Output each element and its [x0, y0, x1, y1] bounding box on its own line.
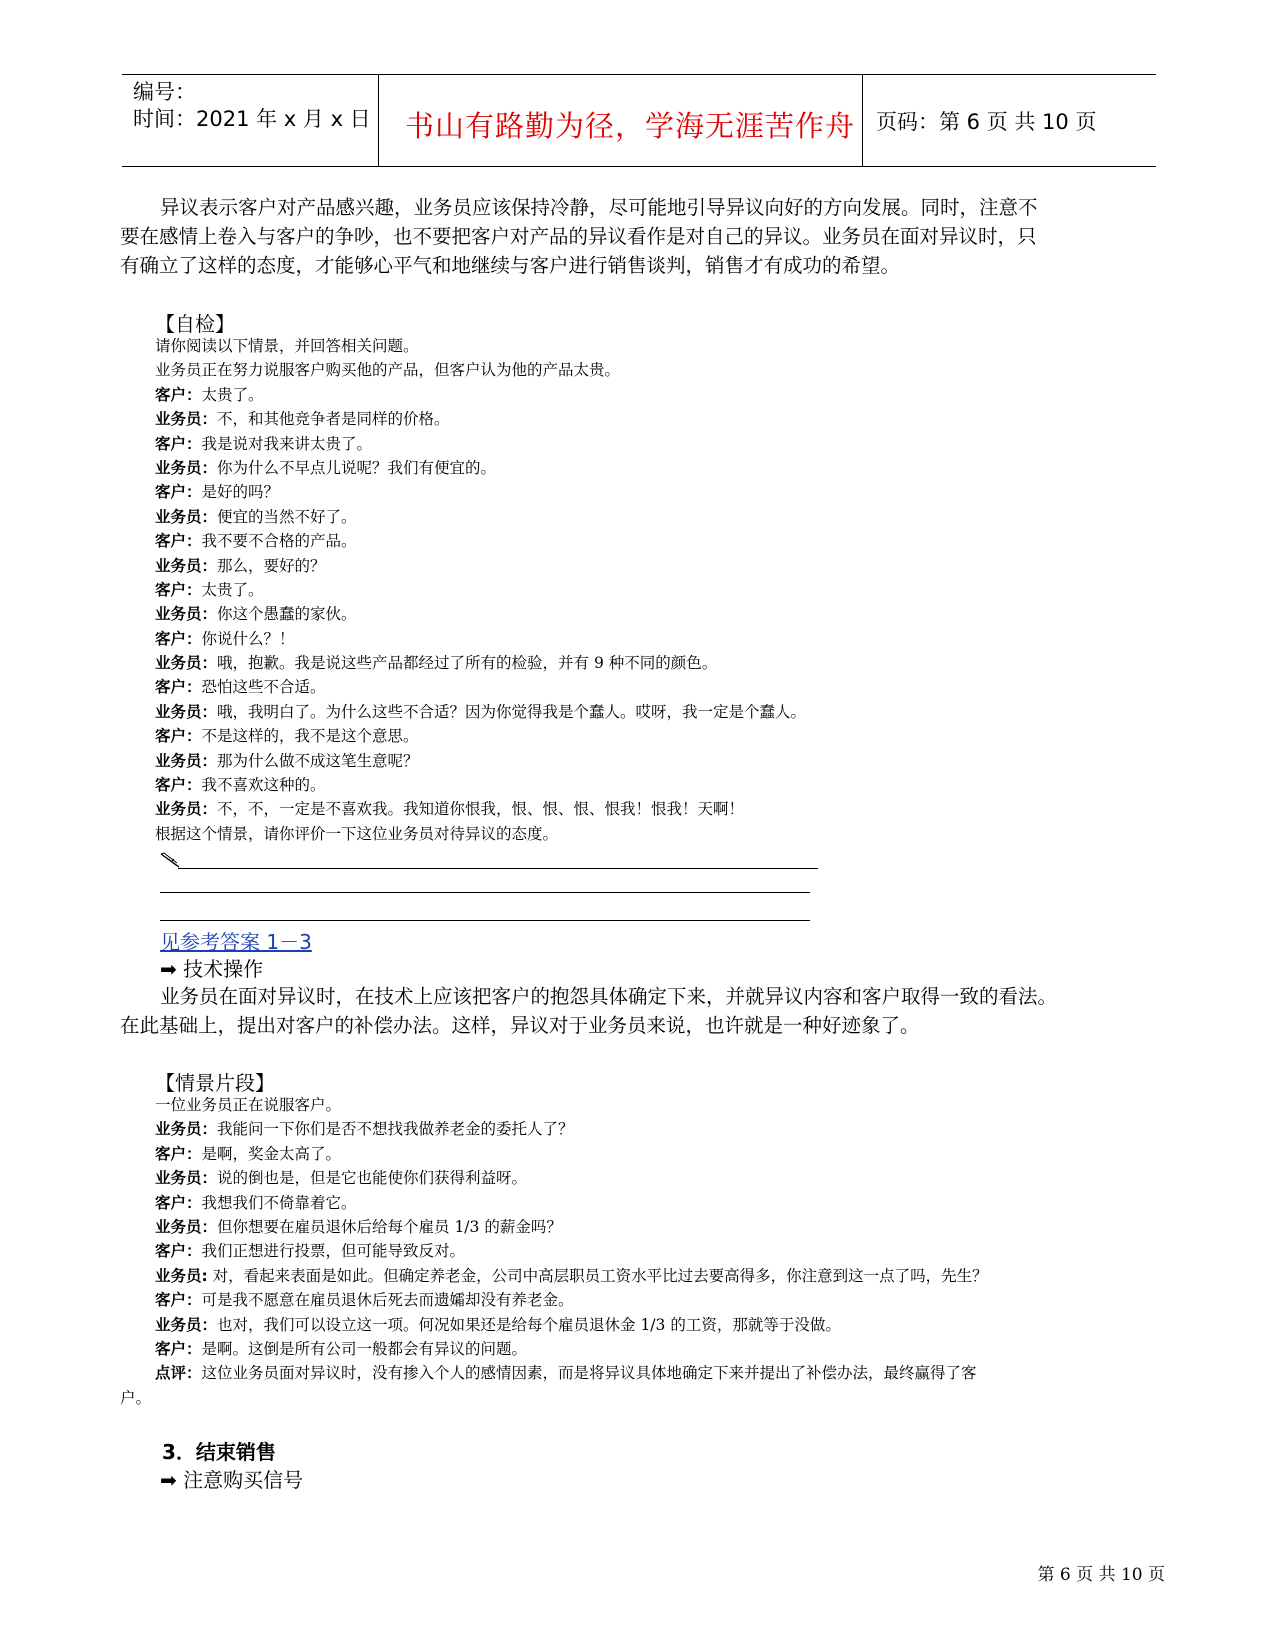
dialogue-line	[155, 554, 1155, 578]
self-check-intro-1: 请你阅读以下情景，并回答相关问题。	[155, 337, 419, 355]
dialogue-line	[155, 651, 1155, 675]
dialogue-text: 我们正想进行投票，但可能导致反对。	[201, 1242, 466, 1261]
dialogue-text: 我想我们不倚靠着它。	[201, 1193, 357, 1212]
speaker-label: 客户：	[155, 629, 202, 648]
dialogue-line	[155, 529, 1155, 553]
dialogue-line	[155, 505, 1155, 529]
comment-text: 这位业务员面对异议时，没有掺入个人的感情因素，而是将异议具体地确定下来并提出了补偿办法，最终赢得了客	[201, 1364, 977, 1383]
dialogue-text: 那为什么做不成这笔生意呢？	[217, 751, 419, 770]
scenario-comment-line-2: 户。	[120, 1389, 152, 1407]
answer-line-2[interactable]	[160, 892, 810, 893]
dialogue-line	[155, 1288, 1165, 1312]
dialogue-line	[155, 1313, 1165, 1337]
technique-line-2: 在此基础上，提出对客户的补偿办法。这样，异议对于业务员来说，也许就是一种好迹象了。	[120, 1014, 920, 1037]
dialogue-line	[155, 749, 1155, 773]
dialogue-text: 但你想要在雇员退休后给每个雇员 1/3 的薪金吗？	[217, 1217, 562, 1236]
pen-icon	[160, 852, 180, 872]
header-time-label: 时间：2021 年 x 月 x 日	[133, 107, 371, 131]
speaker-label: 业务员：	[155, 605, 218, 624]
scenario-heading: 【情景片段】	[155, 1071, 275, 1095]
dialogue-text: 说的倒也是，但是它也能使你们获得利益呀。	[217, 1169, 528, 1188]
intro-line-1: 异议表示客户对产品感兴趣，业务员应该保持冷静，尽可能地引导异议向好的方向发展。同时，注意不	[160, 196, 1038, 219]
self-check-intro-2: 业务员正在努力说服客户购买他的产品，但客户认为他的产品太贵。	[155, 361, 621, 380]
dialogue-text: 可是我不愿意在雇员退休后死去而遗孀却没有养老金。	[201, 1291, 574, 1310]
dialogue-text: 太贵了。	[201, 385, 264, 404]
speaker-label: 客户：	[155, 1339, 202, 1358]
header-bottom-rule	[122, 166, 1156, 167]
dialogue-line	[155, 700, 1155, 724]
intro-paragraph	[120, 193, 1160, 280]
dialogue-text: 是啊，奖金太高了。	[201, 1144, 342, 1163]
closing-subheading: 注意购买信号	[183, 1468, 304, 1492]
speaker-label: 业务员：	[155, 556, 218, 575]
dialogue-text: 对，看起来表面是如此。但确定养老金，公司中高层职员工资水平比过去要高得多，你注意到这一点了吗，先生？	[207, 1266, 988, 1285]
dialogue-text: 我是说对我来讲太贵了。	[201, 434, 373, 453]
speaker-label: 客户：	[155, 1193, 202, 1212]
header-divider-left	[378, 75, 379, 167]
answer-reference-link[interactable]: 见参考答案 1－3	[160, 930, 312, 954]
dialogue-text: 哦，我明白了。为什么这些不合适？因为你觉得我是个蠢人。哎呀，我一定是个蠢人。	[217, 702, 807, 721]
header-divider-right	[862, 75, 863, 167]
header-motto: 书山有路勤为径，学海无涯苦作舟	[405, 109, 856, 143]
dialogue-text: 不，不，一定是不喜欢我。我知道你恨我，恨、恨、恨、恨我！恨我！天啊！	[217, 800, 745, 819]
dialogue-text: 便宜的当然不好了。	[217, 507, 357, 526]
dialogue-line	[155, 407, 1155, 431]
speaker-label: 业务员：	[155, 1217, 218, 1236]
dialogue-line	[155, 797, 1155, 821]
technique-heading-row	[160, 953, 263, 982]
speaker-label: 客户：	[155, 1242, 202, 1261]
self-check-dialogue	[155, 334, 1155, 846]
dialogue-text: 是啊。这倒是所有公司一般都会有异议的问题。	[201, 1339, 528, 1358]
dialogue-text: 你这个愚蠢的家伙。	[217, 605, 357, 624]
dialogue-text: 哦，抱歉。我是说这些产品都经过了所有的检验，并有 9 种不同的颜色。	[217, 654, 718, 673]
speaker-label: 业务员：	[155, 1169, 218, 1188]
header-number-label: 编号：	[133, 80, 196, 104]
scenario-intro: 一位业务员正在说服客户。	[155, 1096, 342, 1114]
dialogue-line	[155, 1215, 1165, 1239]
answer-line-1[interactable]	[178, 868, 818, 869]
scenario-comment	[155, 1361, 1165, 1385]
dialogue-text: 我能问一下你们是否不想找我做养老金的委托人了？	[217, 1120, 574, 1139]
dialogue-line	[155, 627, 1155, 651]
dialogue-text: 不，和其他竞争者是同样的价格。	[217, 410, 450, 429]
technique-line-1: 业务员在面对异议时，在技术上应该把客户的抱怨具体确定下来，并就异议内容和客户取得一致的看法。	[160, 985, 1058, 1008]
dialogue-line	[155, 1142, 1165, 1166]
dialogue-line	[155, 432, 1155, 456]
dialogue-text: 是好的吗？	[201, 483, 280, 502]
dialogue-text: 恐怕这些不合适。	[201, 678, 326, 697]
technique-heading: 技术操作	[183, 957, 264, 981]
speaker-label: 客户：	[155, 434, 202, 453]
intro-line-3: 有确立了这样的态度，才能够心平气和地继续与客户进行销售谈判，销售才有成功的希望。	[120, 254, 901, 277]
speaker-label: 业务员：	[155, 1315, 218, 1334]
intro-line-2: 要在感情上卷入与客户的争吵，也不要把客户对产品的异议看作是对自己的异议。业务员在面对异议时，只	[120, 225, 1037, 248]
speaker-label: 业务员：	[155, 410, 218, 429]
speaker-label: 客户：	[155, 1144, 202, 1163]
dialogue-text: 那么，要好的？	[217, 556, 326, 575]
dialogue-line	[155, 383, 1155, 407]
scenario-dialogue	[155, 1093, 1165, 1386]
speaker-label: 业务员：	[155, 702, 218, 721]
comment-label: 点评：	[155, 1364, 202, 1383]
speaker-label: 业务员:	[155, 1266, 208, 1285]
speaker-label: 客户：	[155, 385, 202, 404]
dialogue-line	[155, 773, 1155, 797]
speaker-label: 业务员：	[155, 1120, 218, 1139]
dialogue-text: 我不要不合格的产品。	[201, 532, 357, 551]
dialogue-text: 你说什么？！	[201, 629, 295, 648]
dialogue-line	[155, 480, 1155, 504]
closing-subheading-row	[160, 1464, 303, 1493]
header-page-label: 页码：第 6 页 共 10 页	[876, 110, 1097, 134]
speaker-label: 客户：	[155, 483, 202, 502]
answer-line-3[interactable]	[160, 920, 810, 921]
speaker-label: 业务员：	[155, 507, 218, 526]
speaker-label: 客户：	[155, 580, 202, 599]
arrow-right-icon: ➡	[160, 1468, 177, 1492]
speaker-label: 客户：	[155, 776, 202, 795]
speaker-label: 客户：	[155, 1291, 202, 1310]
speaker-label: 业务员：	[155, 751, 218, 770]
dialogue-text: 太贵了。	[201, 580, 264, 599]
arrow-right-icon: ➡	[160, 957, 177, 981]
dialogue-line	[155, 724, 1155, 748]
technique-paragraph	[120, 982, 1180, 1040]
dialogue-line	[155, 1264, 1165, 1288]
dialogue-text: 也对，我们可以设立这一项。何况如果还是给每个雇员退休金 1/3 的工资，那就等于没做。	[217, 1315, 841, 1334]
closing-heading: 3．结束销售	[162, 1440, 276, 1464]
speaker-label: 客户：	[155, 678, 202, 697]
dialogue-text: 我不喜欢这种的。	[201, 776, 326, 795]
dialogue-line	[155, 675, 1155, 699]
header-top-rule	[122, 74, 1156, 75]
dialogue-line	[155, 578, 1155, 602]
speaker-label: 客户：	[155, 532, 202, 551]
speaker-label: 客户：	[155, 727, 202, 746]
page-footer: 第 6 页 共 10 页	[1037, 1565, 1165, 1585]
self-check-question: 根据这个情景，请你评价一下这位业务员对待异议的态度。	[155, 824, 559, 843]
dialogue-text: 你为什么不早点儿说呢？我们有便宜的。	[217, 458, 497, 477]
dialogue-line	[155, 456, 1155, 480]
dialogue-line	[155, 1117, 1165, 1141]
dialogue-line	[155, 1191, 1165, 1215]
dialogue-line	[155, 1239, 1165, 1263]
dialogue-line	[155, 602, 1155, 626]
dialogue-line	[155, 1337, 1165, 1361]
dialogue-text: 不是这样的，我不是这个意思。	[201, 727, 419, 746]
self-check-heading: 【自检】	[155, 312, 235, 336]
dialogue-line	[155, 1166, 1165, 1190]
speaker-label: 业务员：	[155, 800, 218, 819]
speaker-label: 业务员：	[155, 654, 218, 673]
speaker-label: 业务员：	[155, 458, 218, 477]
